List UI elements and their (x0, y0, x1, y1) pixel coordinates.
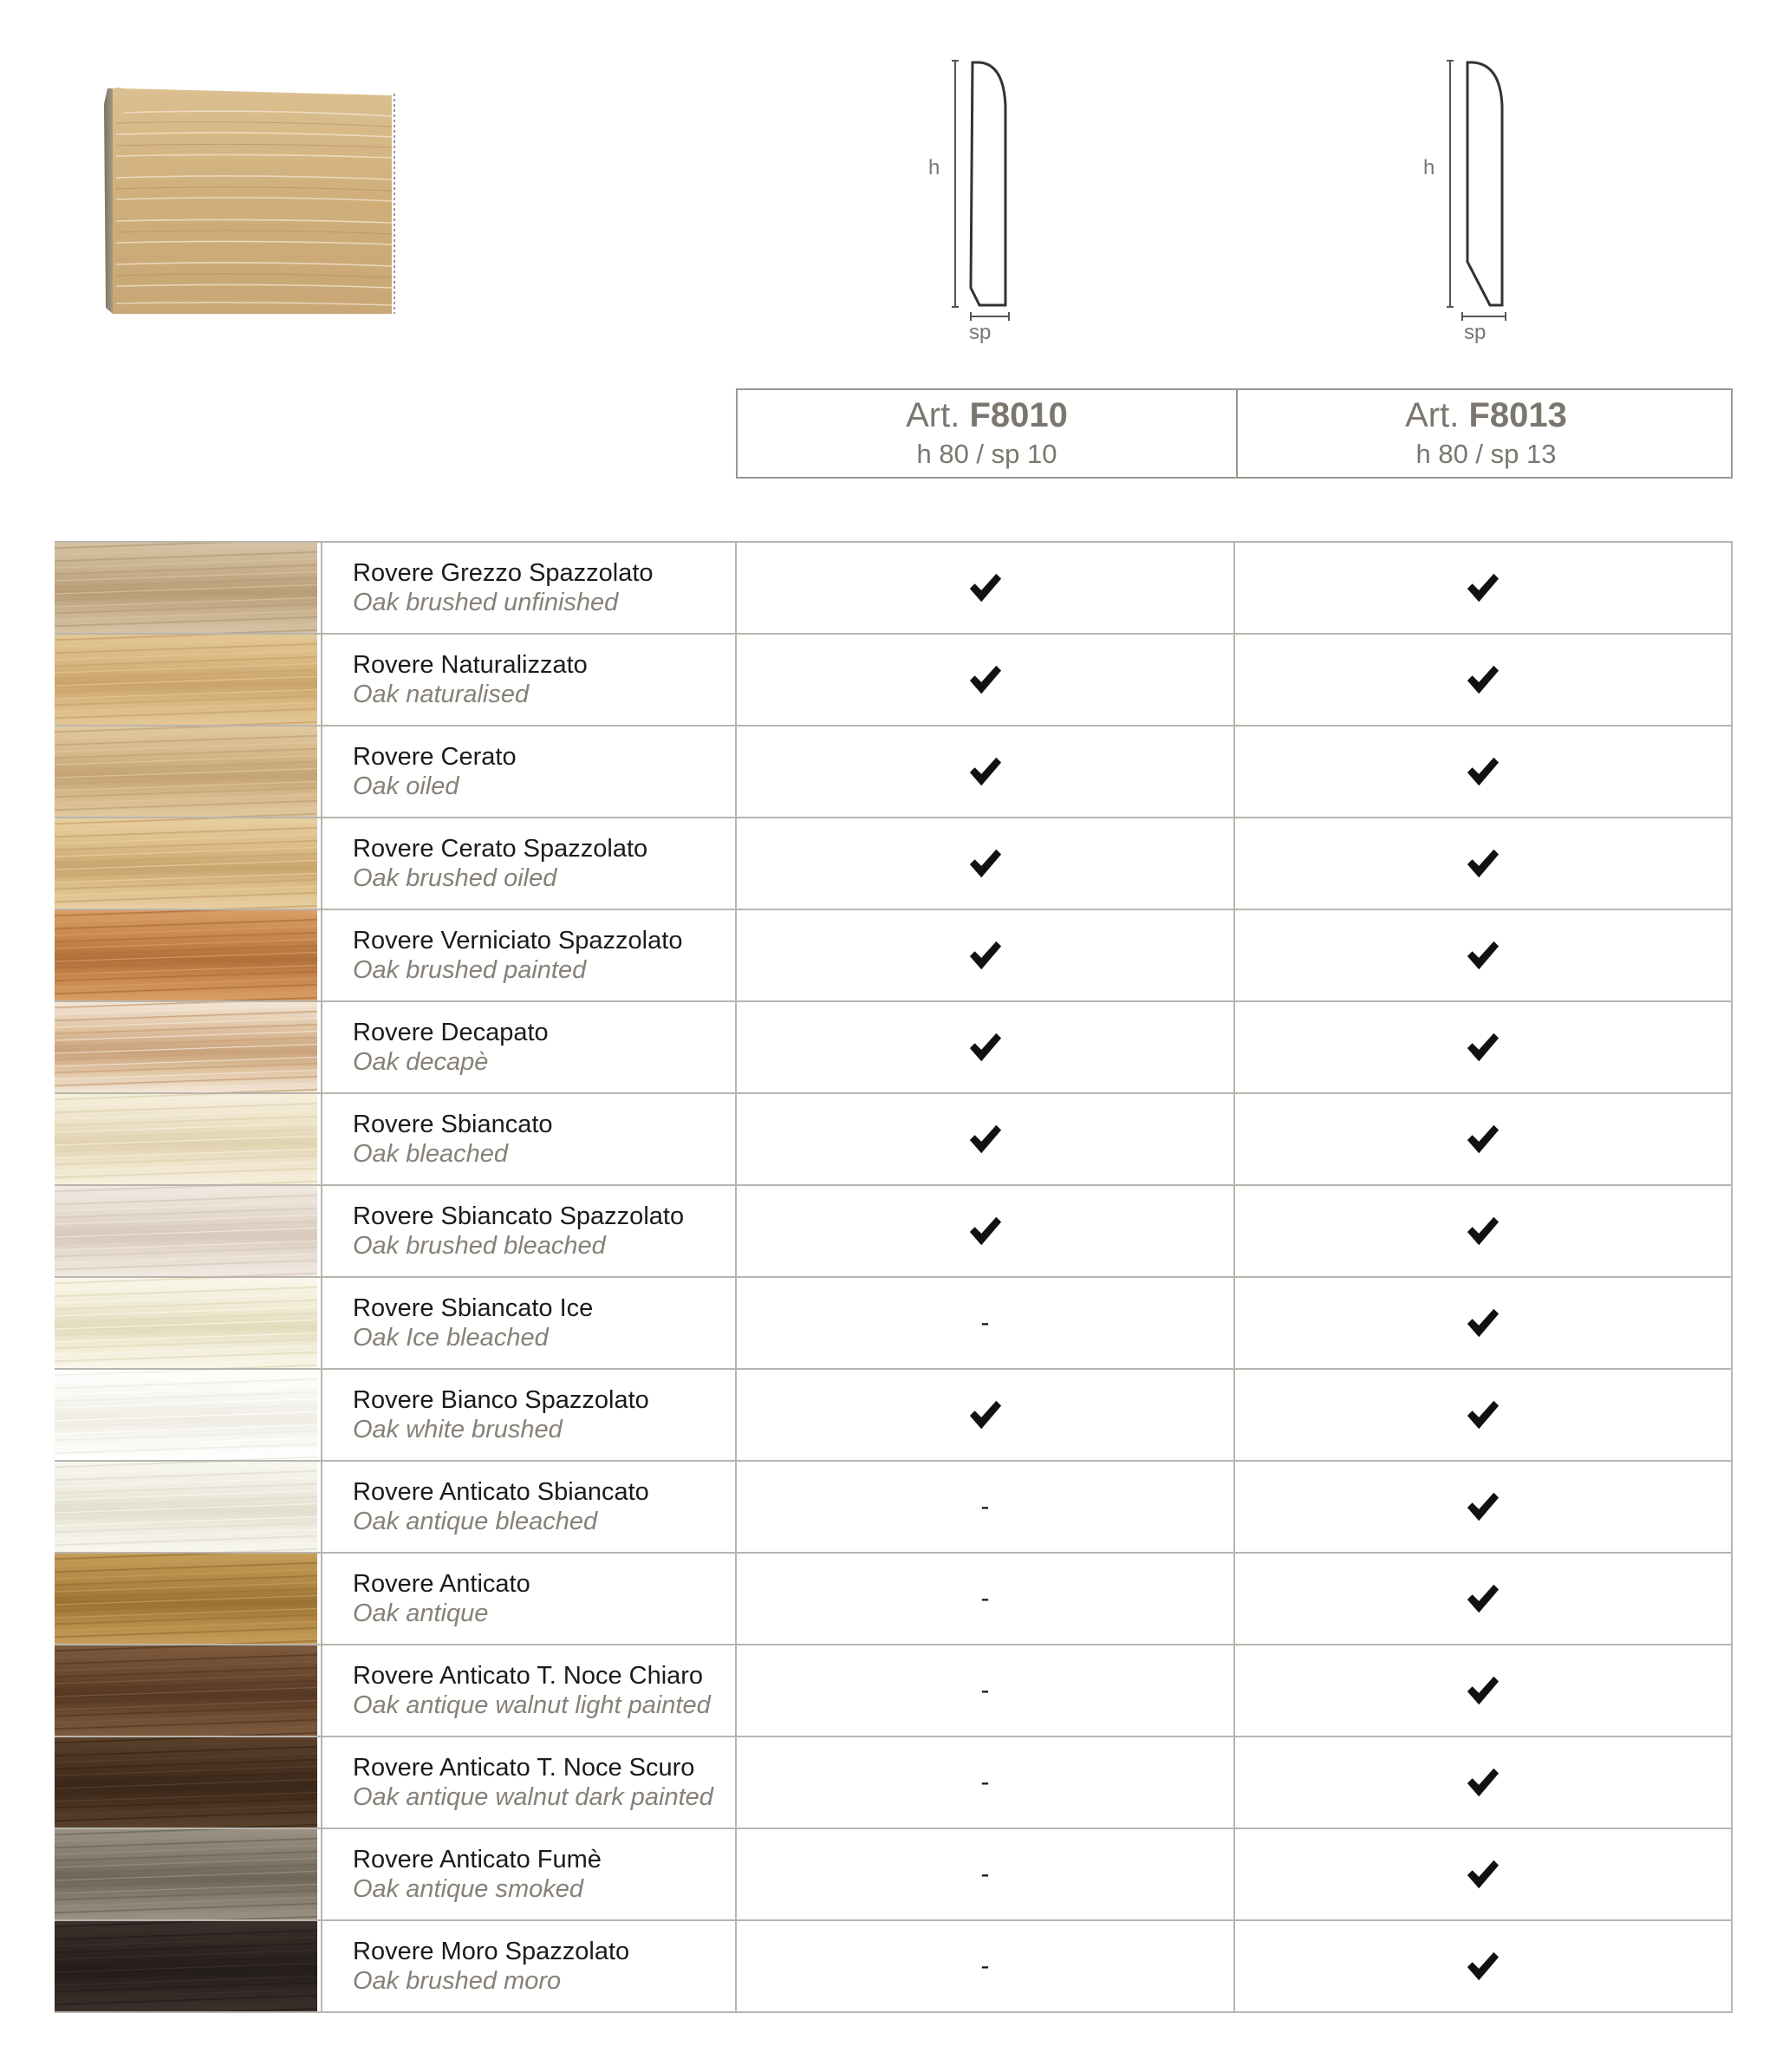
article-prefix: Art. (1405, 396, 1460, 434)
checkmark-icon (1466, 1857, 1500, 1892)
finish-name-italian: Rovere Grezzo Spazzolato (353, 559, 654, 587)
finish-name-english: Oak antique smoked (353, 1875, 583, 1903)
finish-name-cell (321, 910, 735, 1000)
checkmark-icon (1466, 938, 1500, 973)
table-row (55, 1186, 1733, 1278)
finish-name-italian: Rovere Decapato (353, 1019, 549, 1046)
table-row (55, 818, 1733, 910)
checkmark-icon (968, 1122, 1003, 1157)
finish-name-english: Oak antique bleached (353, 1508, 598, 1535)
table-row (55, 727, 1733, 818)
availability-f8013 (1233, 1186, 1733, 1276)
finish-name-english: Oak Ice bleached (353, 1324, 549, 1352)
checkmark-icon (1466, 1949, 1500, 1984)
wood-swatch (55, 818, 321, 909)
article-title (1405, 396, 1567, 434)
finish-name-italian: Rovere Cerato Spazzolato (353, 835, 648, 863)
table-row (55, 1554, 1733, 1645)
checkmark-icon (1466, 1581, 1500, 1616)
thickness-label: sp (969, 321, 992, 344)
finish-name-cell (321, 1462, 735, 1552)
availability-f8010 (735, 1002, 1233, 1092)
height-label: h (928, 156, 940, 179)
finish-name-english: Oak oiled (353, 772, 459, 800)
article-prefix: Art. (906, 396, 960, 434)
wood-swatch (55, 1186, 321, 1276)
finish-name-italian: Rovere Moro Spazzolato (353, 1938, 630, 1965)
finish-name-italian: Rovere Sbiancato Spazzolato (353, 1202, 685, 1230)
finish-name-english: Oak antique walnut dark painted (353, 1783, 713, 1811)
article-dimensions: h 80 / sp 10 (916, 439, 1057, 469)
wood-swatch (55, 1645, 321, 1736)
table-row (55, 1737, 1733, 1829)
availability-f8010 (735, 910, 1233, 1000)
wood-swatch (55, 727, 321, 817)
availability-f8010 (735, 635, 1233, 725)
checkmark-icon (1466, 1030, 1500, 1065)
availability-f8010 (735, 1370, 1233, 1460)
checkmark-icon (968, 570, 1003, 605)
finish-name-english: Oak white brushed (353, 1416, 563, 1443)
availability-f8010 (735, 543, 1233, 633)
height-label: h (1423, 156, 1435, 179)
finishes-table (55, 541, 1733, 2013)
wood-swatch (55, 1554, 321, 1644)
checkmark-icon (968, 846, 1003, 881)
finish-name-cell (321, 1645, 735, 1736)
finish-name-english: Oak brushed oiled (353, 864, 557, 892)
finish-name-cell (321, 1002, 735, 1092)
finish-name-cell (321, 543, 735, 633)
finish-name-italian: Rovere Sbiancato Ice (353, 1294, 594, 1322)
availability-f8013 (1233, 1278, 1733, 1368)
checkmark-icon (1466, 570, 1500, 605)
finish-name-english: Oak decapè (353, 1048, 489, 1076)
availability-f8010 (735, 1554, 1233, 1644)
checkmark-icon (968, 1398, 1003, 1432)
finish-name-cell (321, 1829, 735, 1919)
checkmark-icon (968, 1030, 1003, 1065)
availability-f8013 (1233, 543, 1733, 633)
checkmark-icon (968, 938, 1003, 973)
not-available-dash: - (980, 1308, 990, 1337)
finish-name-italian: Rovere Anticato Sbiancato (353, 1478, 649, 1506)
wood-swatch (55, 635, 321, 725)
availability-f8010 (735, 727, 1233, 817)
availability-f8010 (735, 818, 1233, 909)
availability-f8010 (735, 1462, 1233, 1552)
wood-swatch (55, 1370, 321, 1460)
finish-name-italian: Rovere Anticato Fumè (353, 1846, 602, 1873)
availability-f8013 (1233, 910, 1733, 1000)
finish-name-english: Oak naturalised (353, 681, 530, 708)
checkmark-icon (1466, 1765, 1500, 1800)
availability-f8013 (1233, 1462, 1733, 1552)
finish-name-cell (321, 1921, 735, 2011)
availability-f8010 (735, 1645, 1233, 1736)
finish-name-english: Oak brushed moro (353, 1967, 562, 1995)
finish-name-italian: Rovere Anticato T. Noce Scuro (353, 1754, 695, 1782)
article-code: F8010 (969, 396, 1068, 434)
availability-f8013 (1233, 1645, 1733, 1736)
finish-name-cell (321, 1737, 735, 1828)
article-header (736, 388, 1733, 479)
wood-swatch (55, 1737, 321, 1828)
finish-name-italian: Rovere Bianco Spazzolato (353, 1386, 649, 1414)
table-row (55, 1278, 1733, 1370)
checkmark-icon (1466, 1673, 1500, 1708)
finish-name-cell (321, 1094, 735, 1184)
finish-name-italian: Rovere Verniciato Spazzolato (353, 927, 683, 955)
article-title (906, 396, 1068, 434)
article-f8010-header (738, 390, 1236, 477)
checkmark-icon (1466, 754, 1500, 789)
availability-f8010 (735, 1186, 1233, 1276)
checkmark-icon (1466, 1306, 1500, 1340)
wood-swatch (55, 1921, 321, 2011)
not-available-dash: - (980, 1860, 990, 1888)
availability-f8013 (1233, 1554, 1733, 1644)
table-row (55, 1094, 1733, 1186)
finish-name-cell (321, 1278, 735, 1368)
availability-f8013 (1233, 1921, 1733, 2011)
table-row (55, 910, 1733, 1002)
availability-f8013 (1233, 727, 1733, 817)
availability-f8013 (1233, 1737, 1733, 1828)
checkmark-icon (968, 662, 1003, 697)
article-dimensions: h 80 / sp 13 (1415, 439, 1557, 469)
finish-name-italian: Rovere Anticato T. Noce Chiaro (353, 1662, 704, 1690)
availability-f8013 (1233, 1370, 1733, 1460)
article-code: F8013 (1468, 396, 1567, 434)
wood-swatch (55, 1002, 321, 1092)
finish-name-english: Oak brushed bleached (353, 1232, 606, 1260)
finish-name-cell (321, 1554, 735, 1644)
table-row (55, 543, 1733, 635)
checkmark-icon (1466, 662, 1500, 697)
finish-name-italian: Rovere Cerato (353, 743, 517, 771)
finish-name-english: Oak antique (353, 1600, 489, 1627)
availability-f8010 (735, 1094, 1233, 1184)
checkmark-icon (968, 1214, 1003, 1248)
availability-f8013 (1233, 1829, 1733, 1919)
finish-name-cell (321, 635, 735, 725)
wood-swatch (55, 1094, 321, 1184)
checkmark-icon (1466, 846, 1500, 881)
table-row (55, 1829, 1733, 1921)
not-available-dash: - (980, 1676, 990, 1704)
wood-swatch (55, 543, 321, 633)
availability-f8010 (735, 1829, 1233, 1919)
skirting-board-sample-image (97, 87, 396, 314)
checkmark-icon (1466, 1214, 1500, 1248)
availability-f8010 (735, 1737, 1233, 1828)
not-available-dash: - (980, 1492, 990, 1521)
article-f8013-header (1236, 390, 1734, 477)
finish-name-english: Oak brushed unfinished (353, 589, 619, 616)
availability-f8013 (1233, 635, 1733, 725)
checkmark-icon (1466, 1489, 1500, 1524)
availability-f8010 (735, 1278, 1233, 1368)
finish-name-italian: Rovere Sbiancato (353, 1111, 553, 1138)
wood-swatch (55, 1829, 321, 1919)
finish-name-cell (321, 1186, 735, 1276)
finish-name-cell (321, 727, 735, 817)
finish-name-cell (321, 1370, 735, 1460)
checkmark-icon (968, 754, 1003, 789)
availability-f8013 (1233, 1002, 1733, 1092)
finish-name-english: Oak bleached (353, 1140, 508, 1168)
not-available-dash: - (980, 1584, 990, 1613)
table-row (55, 1645, 1733, 1737)
finish-name-italian: Rovere Naturalizzato (353, 651, 588, 679)
finish-name-english: Oak brushed painted (353, 956, 587, 984)
table-row (55, 635, 1733, 727)
table-row (55, 1921, 1733, 2013)
checkmark-icon (1466, 1122, 1500, 1157)
finish-name-english: Oak antique walnut light painted (353, 1691, 711, 1719)
profile-drawing-f8010 (927, 54, 1031, 349)
profile-drawing-f8013 (1415, 54, 1519, 349)
table-row (55, 1370, 1733, 1462)
availability-f8013 (1233, 818, 1733, 909)
not-available-dash: - (980, 1951, 990, 1980)
finish-name-italian: Rovere Anticato (353, 1570, 530, 1598)
thickness-label: sp (1464, 321, 1486, 344)
wood-swatch (55, 1278, 321, 1368)
availability-f8013 (1233, 1094, 1733, 1184)
not-available-dash: - (980, 1768, 990, 1796)
table-row (55, 1462, 1733, 1554)
availability-f8010 (735, 1921, 1233, 2011)
table-row (55, 1002, 1733, 1094)
wood-swatch (55, 910, 321, 1000)
wood-swatch (55, 1462, 321, 1552)
finish-name-cell (321, 818, 735, 909)
checkmark-icon (1466, 1398, 1500, 1432)
